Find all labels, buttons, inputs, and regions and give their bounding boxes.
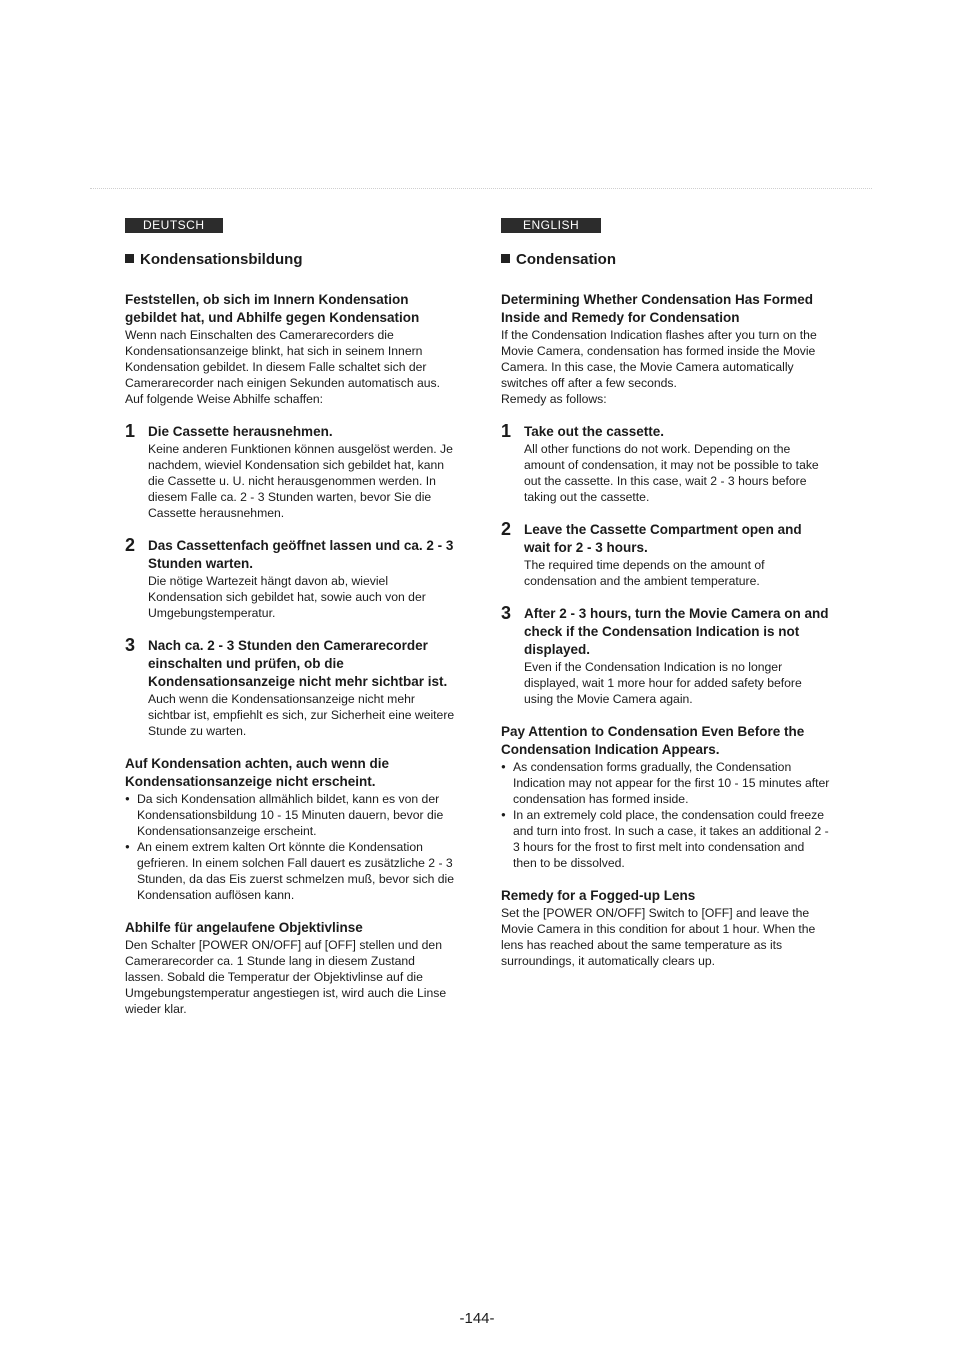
step-text: The required time depends on the amount of condensation and the ambient temperature. [524,558,765,588]
step-number: 1 [501,421,512,441]
english-column [501,216,831,969]
intro-paragraph: If the Condensation Indication flashes after you turn on the Movie Camera, condensation has formed inside the Movie Camera. In this case, the Movie Camera automatically switches off after a few seconds. [501,328,817,390]
step-title: Das Cassettenfach geöffnet lassen und ca. 2 - 3 Stunden warten. [148,538,454,571]
step-3 [125,637,455,739]
attention-list [501,759,831,871]
step-number: 3 [501,603,512,623]
top-divider [90,188,872,189]
intro-remedy: Remedy as follows: [501,392,607,406]
square-bullet-icon [501,254,510,263]
step-text: Keine anderen Funktionen können ausgelöst werden. Je nachdem, wieviel Kondensation sich gebildet hat, kann die Cassette u. U. nicht herausgenommen werden. In diesem Falle ca. 2 - 3 Stunden warten, bevor Sie die Cassette herausnehmen. [148,442,453,520]
section-title [501,251,831,269]
list-item: ● As condensation forms gradually, the Condensation Indication may not appear for the first 10 - 15 minutes after condensation has formed inside. [501,759,831,807]
list-item: ● An einem extrem kalten Ort könnte die Kondensation gefrieren. In einem solchen Fall dauert es zusätzliche 2 - 3 Stunden, da das Eis zuerst schmelzen muß, bevor sich die Kondensation auflösen kann. [125,839,455,903]
main-heading: Determining Whether Condensation Has Formed Inside and Remedy for Condensation [501,292,814,325]
step-text: Die nötige Wartezeit hängt davon ab, wieviel Kondensation sich gebildet hat, sowie auch von der Umgebungstemperatur. [148,574,426,620]
step-2 [501,521,831,589]
step-title: After 2 - 3 hours, turn the Movie Camera on and check if the Condensation Indication is not displayed. [524,606,829,657]
lens-text: Den Schalter [POWER ON/OFF] auf [OFF] stellen und den Camerarecorder ca. 1 Stunde lang in diesem Zustand lassen. Sobald die Temperatur der Objektivlinse auf die Umgebungstemperatur angestiegen ist, wird auch die Linse wieder klar. [125,938,447,1016]
attention-heading: Pay Attention to Condensation Even Before the Condensation Indication Appears. [501,724,805,757]
intro-paragraph: Wenn nach Einschalten des Camerarecorders die Kondensationsanzeige blinkt, hat sich in seinem Innern Kondensation gebildet. In diesem Falle schaltet sich der Camerarecorder nach einigen Sekunden automatisch aus. [125,328,441,390]
step-title: Leave the Cassette Compartment open and wait for 2 - 3 hours. [524,522,802,555]
section-title-text: Kondensationsbildung [140,251,303,268]
page-number: -144- [459,1310,495,1327]
square-bullet-icon [125,254,134,263]
section-title [125,251,455,269]
lens-text: Set the [POWER ON/OFF] Switch to [OFF] and leave the Movie Camera in this condition for about 1 hour. When the lens has reached about the same temperature as its surroundings, it automatically clears up. [501,906,816,968]
step-2 [125,537,455,621]
step-1 [125,423,455,521]
deutsch-column [125,216,455,1017]
attention-list [125,791,455,903]
step-text: Even if the Condensation Indication is no longer displayed, wait 1 more hour for added safety before using the Movie Camera again. [524,660,802,706]
step-text: Auch wenn die Kondensationsanzeige nicht mehr sichtbar ist, empfiehlt es sich, zur Sicherheit eine weitere Stunde zu warten. [148,692,455,738]
step-number: 3 [125,635,136,655]
language-badge-english: ENGLISH [501,218,601,233]
language-badge-deutsch: DEUTSCH [125,218,223,233]
step-title: Take out the cassette. [524,424,665,439]
lens-heading: Remedy for a Fogged-up Lens [501,888,696,903]
step-number: 2 [125,535,136,555]
attention-heading: Auf Kondensation achten, auch wenn die Kondensationsanzeige nicht erscheint. [125,756,390,789]
section-title-text: Condensation [516,251,616,268]
step-title: Die Cassette herausnehmen. [148,424,333,439]
step-number: 1 [125,421,136,441]
step-number: 2 [501,519,512,539]
step-1 [501,423,831,505]
list-item: ● In an extremely cold place, the condensation could freeze and turn into frost. In such a case, it takes an additional 2 - 3 hours for the frost to first melt into condensation and then to be dissolved. [501,807,831,871]
intro-remedy: Auf folgende Weise Abhilfe schaffen: [125,392,324,406]
main-heading: Feststellen, ob sich im Innern Kondensation gebildet hat, und Abhilfe gegen Kondensation [125,292,420,325]
list-item: ● Da sich Kondensation allmählich bildet, kann es von der Kondensationsbildung 10 - 15 Minuten dauern, bevor die Kondensationsanzeige erscheint. [125,791,455,839]
step-3 [501,605,831,707]
step-title: Nach ca. 2 - 3 Stunden den Camerarecorder einschalten und prüfen, ob die Kondensationsanzeige nicht mehr sichtbar ist. [148,638,448,689]
lens-heading: Abhilfe für angelaufene Objektivlinse [125,920,363,935]
step-text: All other functions do not work. Depending on the amount of condensation, it may not be possible to take out the cassette. In this case, wait 2 - 3 hours before taking out the cassette. [524,442,819,504]
